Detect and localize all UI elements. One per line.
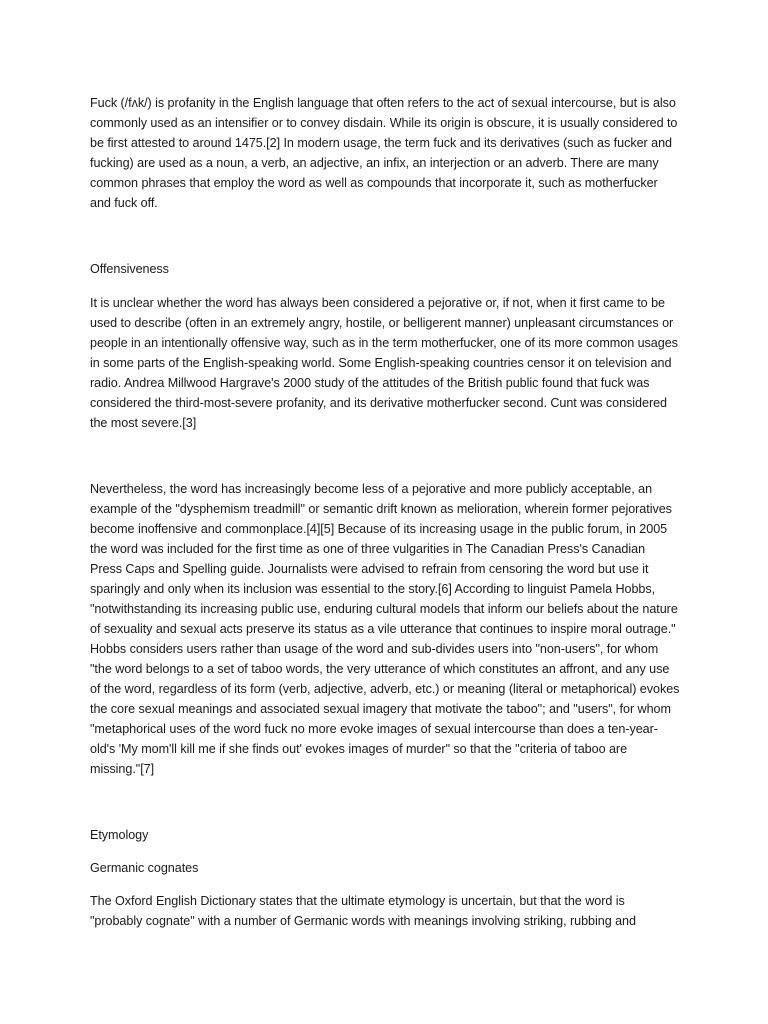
subsection-heading-germanic-cognates: Germanic cognates	[90, 861, 199, 875]
offensiveness-paragraph-2: Nevertheless, the word has increasingly become less of a pejorative and more publicly acceptable, an example of the "dysphemism treadmill" or semantic drift known as melioration, wherein former pejoratives become inoffensive and commonplace.[4][5] Because of its increasing usage in the public forum, in 2005 the word was included for the first time as one of three vulgarities in The Canadian Press's Canadian Press Caps and Spelling guide. Journalists were advised to refrain from censoring the word but use it sparingly and only when its inclusion was essential to the story.[6] According to linguist Pamela Hobbs, "notwithstanding its increasing public use, enduring cultural models that inform our beliefs about the nature of sexuality and sexual acts preserve its status as a vile utterance that continues to inspire moral outrage." Hobbs considers users rather than usage of the word and sub-divides users into "non-users", for whom "the word belongs to a set of taboo words, the very utterance of which constitutes an affront, and any use of the word, regardless of its form (verb, adjective, adverb, etc.) or meaning (literal or metaphorical) evokes the core sexual meanings and associated sexual imagery that motivate the taboo"; and "users", for whom "metaphorical uses of the word fuck no more evoke images of sexual intercourse than does a ten-year-old's 'My mom'll kill me if she finds out' evokes images of murder" so that the "criteria of taboo are missing."[7]	[90, 482, 680, 776]
offensiveness-paragraph-1: It is unclear whether the word has always been considered a pejorative or, if not, when it first came to be used to describe (often in an extremely angry, hostile, or belligerent manner) unpleasant circumstances or people in an intentionally offensive way, such as in the term motherfucker, one of its more common usages in some parts of the English-speaking world. Some English-speaking countries censor it on television and radio. Andrea Millwood Hargrave's 2000 study of the attitudes of the British public found that fuck was considered the third-most-severe profanity, and its derivative motherfucker second. Cunt was considered the most severe.[3]	[90, 296, 678, 430]
document-body	[90, 93, 680, 931]
section-heading-etymology: Etymology	[90, 828, 149, 842]
etymology-paragraph-1: The Oxford English Dictionary states that the ultimate etymology is uncertain, but that the word is "probably cognate" with a number of Germanic words with meanings involving striking, rubbing and	[90, 894, 636, 928]
section-heading-offensiveness: Offensiveness	[90, 262, 169, 276]
intro-paragraph: Fuck (/fʌk/) is profanity in the English language that often refers to the act of sexual intercourse, but is also commonly used as an intensifier or to convey disdain. While its origin is obscure, it is usually considered to be first attested to around 1475.[2] In modern usage, the term fuck and its derivatives (such as fucker and fucking) are used as a noun, a verb, an adjective, an infix, an interjection or an adverb. There are many common phrases that employ the word as well as compounds that incorporate it, such as motherfucker and fuck off.	[90, 96, 678, 210]
